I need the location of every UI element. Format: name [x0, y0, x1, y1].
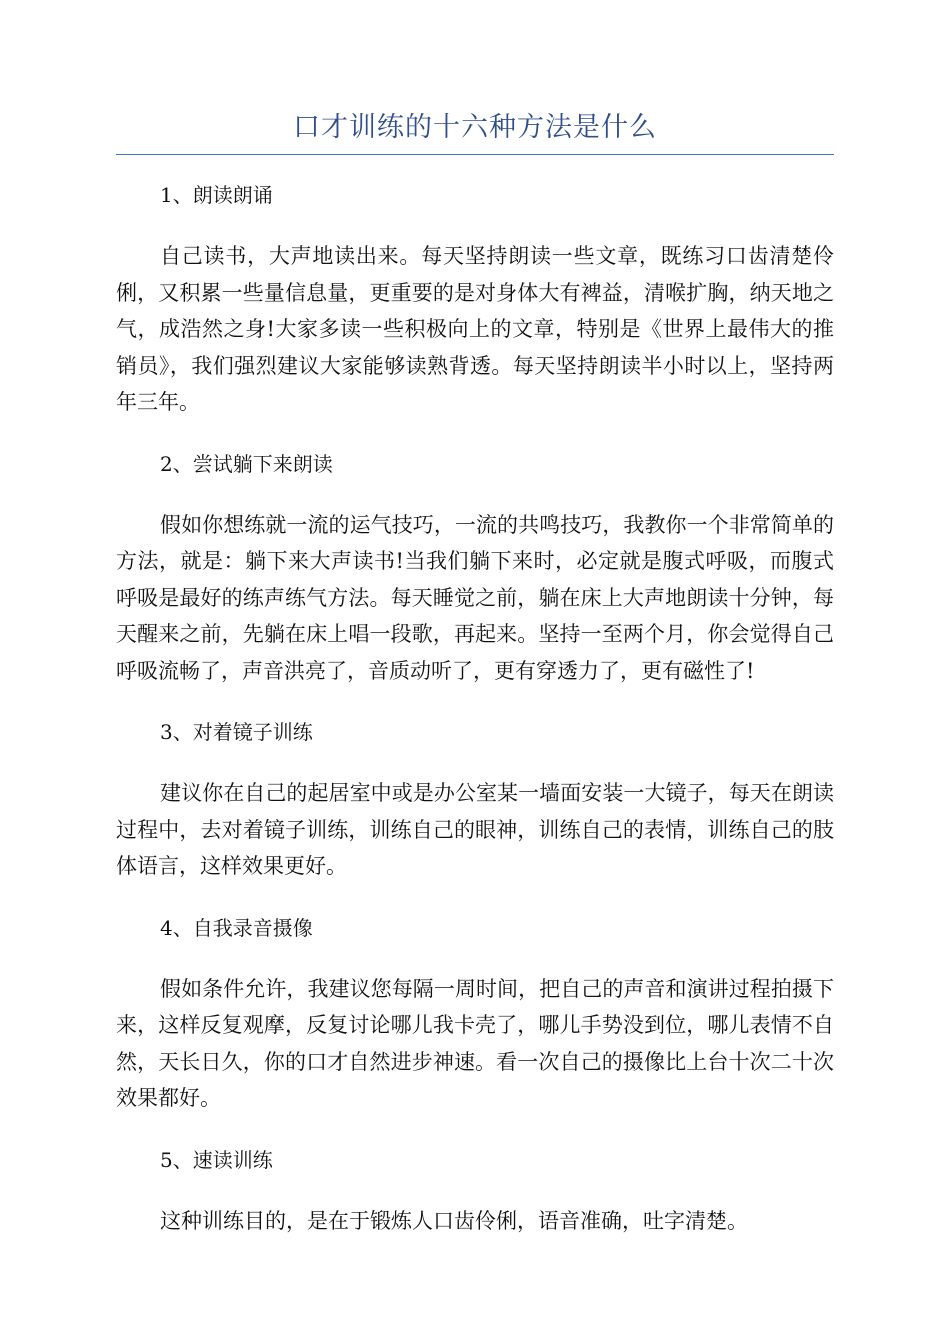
title-underline [116, 154, 834, 155]
section-paragraph-5: 这种训练目的，是在于锻炼人口齿伶俐，语音准确，吐字清楚。 [160, 1208, 748, 1233]
section-paragraph-4: 假如条件允许，我建议您每隔一周时间，把自己的声音和演讲过程拍摄下来，这样反复观摩，反复讨论哪儿我卡壳了，哪儿手势没到位，哪儿表情不自然，天长日久，你的口才自然进步神速。看一次自己的摄像比上台十次二十次效果都好。 [116, 976, 834, 1110]
section-heading-4: 4、自我录音摄像 [160, 915, 313, 940]
section-heading-3: 3、对着镜子训练 [160, 720, 313, 744]
section-paragraph-2: 假如你想练就一流的运气技巧，一流的共鸣技巧，我教你一个非常简单的方法，就是：躺下来大声读书!当我们躺下来时，必定就是腹式呼吸，而腹式呼吸是最好的练声练气方法。每天睡觉之前，躺在床上大声地朗读十分钟，每天醒来之前，先躺在床上唱一段歌，再起来。坚持一至两个月，你会觉得自己呼吸流畅了，声音洪亮了，音质动听了，更有穿透力了，更有磁性了! [116, 512, 834, 683]
section-paragraph-3: 建议你在自己的起居室中或是办公室某一墙面安装一大镜子，每天在朗读过程中，去对着镜子训练，训练自己的眼神，训练自己的表情，训练自己的肢体语言，这样效果更好。 [116, 781, 834, 878]
document-page [116, 108, 834, 1264]
section-heading-2: 2、尝试躺下来朗读 [160, 451, 333, 476]
section-paragraph-1: 自己读书，大声地读出来。每天坚持朗读一些文章，既练习口齿清楚伶俐，又积累一些量信息量，更重要的是对身体大有裨益，清喉扩胸，纳天地之气，成浩然之身!大家多读一些积极向上的文章，特别是《世界上最伟大的推销员》，我们强烈建议大家能够读熟背透。每天坚持朗读半小时以上，坚持两年三年。 [116, 244, 834, 414]
section-heading-5: 5、速读训练 [160, 1147, 273, 1172]
section-heading-1: 1、朗读朗诵 [160, 183, 273, 207]
document-body [116, 177, 834, 1239]
document-title: 口才训练的十六种方法是什么 [293, 112, 657, 143]
